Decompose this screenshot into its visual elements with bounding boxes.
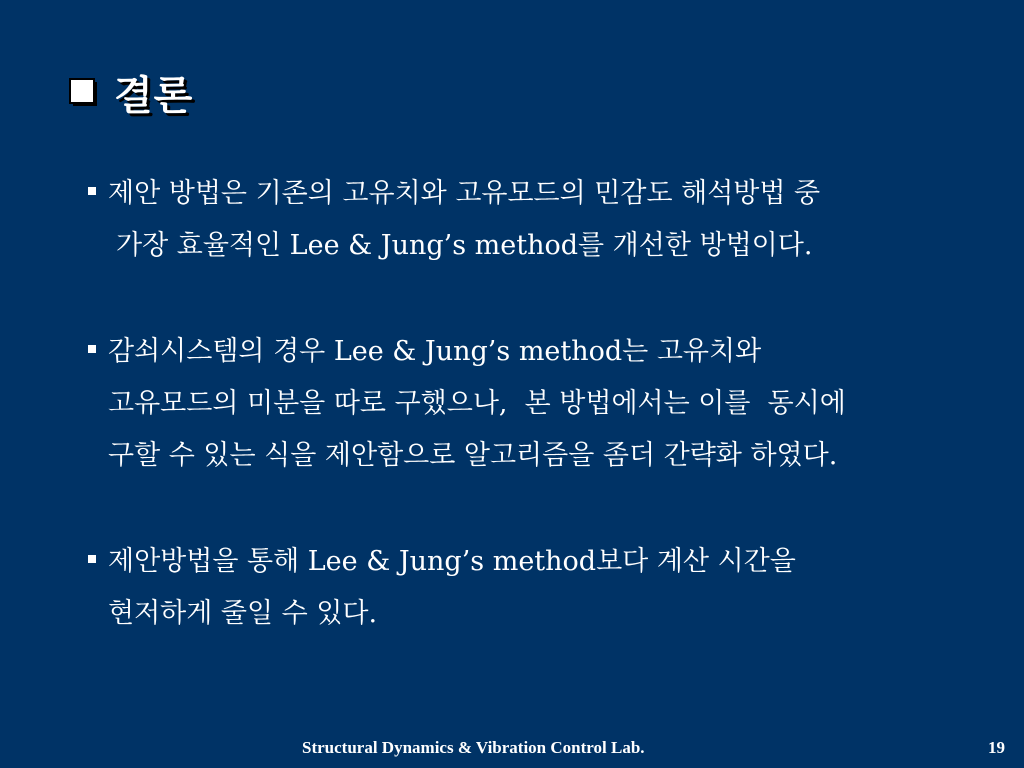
bullet-list <box>86 168 986 640</box>
footer-lab-name: Structural Dynamics & Vibration Control Lab. <box>302 738 645 757</box>
slide-title-text: 결론 <box>114 71 194 119</box>
bullet-item-2 <box>86 326 986 482</box>
bullet-item-1 <box>86 168 986 272</box>
bullet-line: 구할 수 있는 식을 제안함으로 알고리즘을 좀더 간략화 하였다. <box>108 440 838 471</box>
square-bullet-icon <box>88 187 96 195</box>
bullet-line: 감쇠시스템의 경우 Lee & Jung’s method는 고유치와 <box>108 336 762 367</box>
bullet-line: 가장 효율적인 Lee & Jung’s method를 개선한 방법이다. <box>116 230 813 261</box>
bullet-line: 제안 방법은 기존의 고유치와 고유모드의 민감도 해석방법 중 <box>108 178 821 209</box>
square-bullet-icon <box>88 555 96 563</box>
slide-title <box>68 62 193 122</box>
bullet-line: 고유모드의 미분을 따로 구했으나, 본 방법에서는 이를 동시에 <box>108 388 846 419</box>
bullet-line: 제안방법을 통해 Lee & Jung’s method보다 계산 시간을 <box>108 546 796 577</box>
bullet-item-3 <box>86 536 986 640</box>
checkbox-bullet-icon <box>68 77 98 107</box>
bullet-line: 현저하게 줄일 수 있다. <box>108 598 378 629</box>
square-bullet-icon <box>88 345 96 353</box>
page-number: 19 <box>988 738 1005 757</box>
